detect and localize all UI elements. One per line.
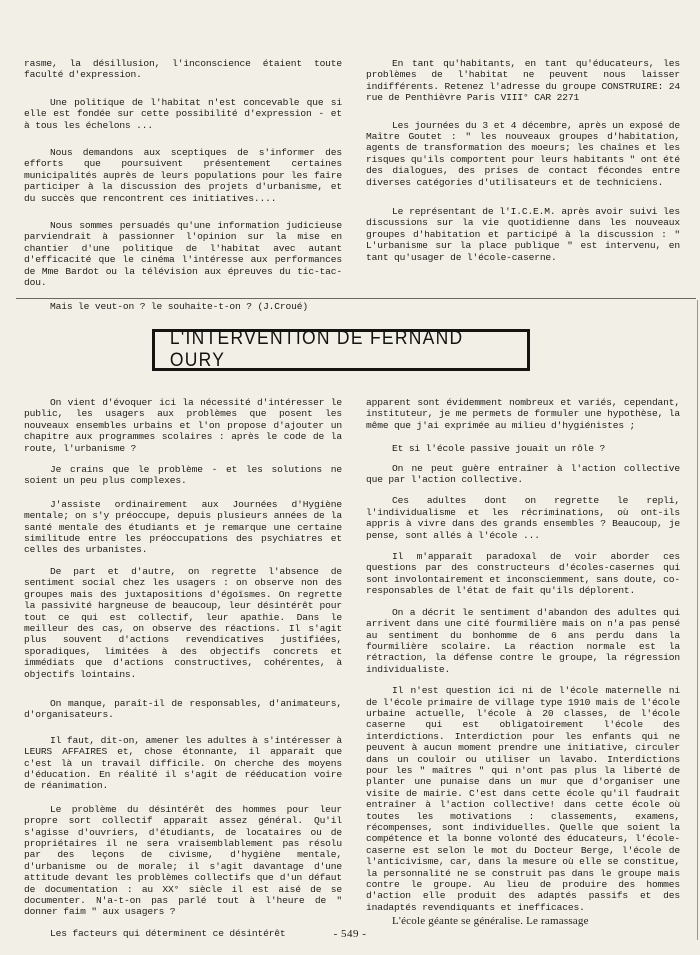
paragraph-continuation: L'école géante se généralise. Le ramassage [392, 915, 589, 928]
article-title: L'INTERVENTION DE FERNAND OURY [169, 328, 464, 371]
paragraph: Il n'est question ici ni de l'école maternelle ni de l'école primaire de village type 1910 mais de l'école urbaine actuelle, l'école à 20 classes, de l'école caserne qui est obligatoirement l'école des interdictions. Interdiction pour les enfants qui ne peuvent à aucun moment prendre une initiative, circuler dans un couloir ou utiliser un lavabo. Interdictions pour les " maîtres " qui n'ont pas plus la liberté de planter une punaise dans un mur que d'organiser une visite de mairie. C'est dans cette école qu'il faudrait entraîner à l'action collective! dans cette école où toutes les motivations : classements, examens, récompenses, sont individuelles. Quelle que soient la compétence et la bonne volonté des éducateurs, l'école-caserne est selon le mot du Docteur Berge, l'école de l'anticivisme, car, dans la mesure où elle se constitue, la personnalité ne se construit pas dans le groupe mais contre le groupe. Au lieu de produire des hommes d'action elle produit des adaptés passifs et des inadaptés revendiquants et inefficaces. [366, 685, 681, 913]
page-number: - 549 - [333, 928, 367, 940]
paragraph: rasme, la désillusion, l'inconscience étaient toute faculté d'expression. [24, 58, 342, 81]
paragraph: De part et d'autre, on regrette l'absence de sentiment social chez les usagers : on observe non des groupes mais des juxtapositions d'égoïsmes. On regrette la passivité hargneuse de beaucoup, leur désintérêt pour tout ce qui est collectif, leur apathie. Dans le meilleur des cas, on observe des réactions. Il s'agit plus souvent d'actions revendicatives justifiées, sporadiques, limitées à des objectifs concrets et immédiats que d'actions constructives, cohérentes, à objectifs lointains. [24, 565, 342, 680]
paragraph: On ne peut guère entraîner à l'action collective que par l'action collective. [366, 462, 680, 486]
paragraph: Nous demandons aux sceptiques de s'informer des efforts que poursuivent présentement certaines municipalités auprès de leurs populations pour les faire participer à la discussion des projets d'urbanisme, et du succès que rencontrent ces initiatives.... [24, 147, 342, 204]
paragraph: On manque, paraît-il de responsables, d'animateurs, d'organisateurs. [24, 697, 342, 721]
paragraph: Je crains que le problème - et les solutions ne soient un peu plus complexes. [24, 464, 342, 487]
paragraph: On vient d'évoquer ici la nécessité d'intéresser le public, les usagers aux problèmes que posent les nouveaux ensembles urbains et l'on propose d'ajouter un chapitre aux programmes scolaires : après le code de la route, l'urbanisme ? [24, 397, 342, 454]
paragraph: apparent sont évidemment nombreux et variés, cependant, instituteur, je me permets de formuler une hypothèse, la même que j'ai exprimée au milieu d'hygiénistes ; [366, 397, 681, 431]
paragraph: J'assiste ordinairement aux Journées d'Hygiène mentale; on s'y préoccupe, depuis plusieurs années de la santé mentale des étudiants et je remarque une certaine similitude entre les préoccupations des psychiatres et celles des urbanistes. [24, 498, 342, 556]
paragraph: En tant qu'habitants, en tant qu'éducateurs, les problèmes de l'habitat ne peuvent nous laisser indifférents. Retenez l'adresse du groupe CONSTRUIRE: 24 rue de Penthièvre Paris VIII° CAR 2271 [366, 58, 681, 104]
paragraph: Il faut, dit-on, amener les adultes à s'intéresser à LEURS AFFAIRES et, chose étonnante, il apparaît que c'est là un travail difficile. On cherche des moyens d'éducation. En réalité il s'agit de rééducation voire de réanimation. [24, 734, 342, 792]
top-right-column [366, 58, 680, 272]
paragraph: Et si l'école passive jouait un rôle ? [392, 443, 606, 455]
top-left-column [24, 58, 342, 321]
bottom-right-column [366, 397, 680, 937]
paragraph: Nous sommes persuadés qu'une information judicieuse parviendrait à passionner l'opinion sur la mise en chantier d'une politique de l'habitat avec autant d'efficacité que le cinéma l'intéresse aux performances de Mme Bardot ou la télévision aux épreuves du tic-tac-dou. [24, 220, 342, 289]
article-title-box [152, 329, 530, 371]
bottom-left-column [24, 397, 342, 948]
page-edge-line [697, 300, 698, 940]
paragraph-signature: Mais le veut-on ? le souhaite-t-on ? (J.Croué) [50, 300, 308, 312]
paragraph: Il m'apparaît paradoxal de voir aborder ces questions par des constructeurs d'écoles-casernes qui sont involontairement et inconsciemment, sans doute, co-responsables de l'état de fait qu'ils déplorent. [366, 551, 681, 597]
paragraph: Ces adultes dont on regrette le repli, l'individualisme et les récriminations, où ont-ils appris à vivre dans des grands ensembles ? Beaucoup, je pense, sont allés à l'école ... [366, 495, 680, 541]
paragraph: Les facteurs qui déterminent ce désintérêt [50, 927, 286, 939]
paragraph: Une politique de l'habitat n'est concevable que si elle est fondée sur cette possibilité d'expression - et à tous les échelons ... [24, 96, 342, 131]
paragraph: Les journées du 3 et 4 décembre, après un exposé de Maître Goutet : " les nouveaux groupes d'habitation, agents de transformation des moeurs; les chaînes et les risques qu'ils comportent pour leurs habitants " ont été des dialogues, des prises de contact fécondes entre diverses catégories d'utilisateurs et de techniciens. [366, 119, 681, 188]
paragraph: On a décrit le sentiment d'abandon des adultes qui arrivent dans une cité fourmilière mais on n'a pas pensé au sentiment du bonhomme de 6 ans perdu dans la fourmilière scolaire. La réaction normale est la rétraction, la défense contre le groupe, la régression individualiste. [366, 606, 681, 675]
paragraph: Le représentant de l'I.C.E.M. après avoir suivi les discussions sur la vie quotidienne dans les nouveaux groupes d'habitation et participé à la discussion : " L'urbanisme sur la place publique " est intervenu, en tant qu'usager de l'école-caserne. [366, 206, 680, 263]
section-divider [16, 298, 696, 299]
paragraph: Le problème du désintérêt des hommes pour leur propre sort collectif apparaît assez général. Qu'il s'agisse d'ouvriers, d'étudiants, de locataires ou de propriétaires il ne sera vraisemblablement pas résolu par des leçons de civisme, d'hygiène mentale, d'urbanisme ou de morale; il s'agit davantage d'une attitude devant les problèmes collectifs que d'un défaut de documentation : au XX° siècle il est aisé de se documenter. N'a-t-on pas parlé tout à l'heure de " donner faim " aux usagers ? [24, 803, 342, 918]
